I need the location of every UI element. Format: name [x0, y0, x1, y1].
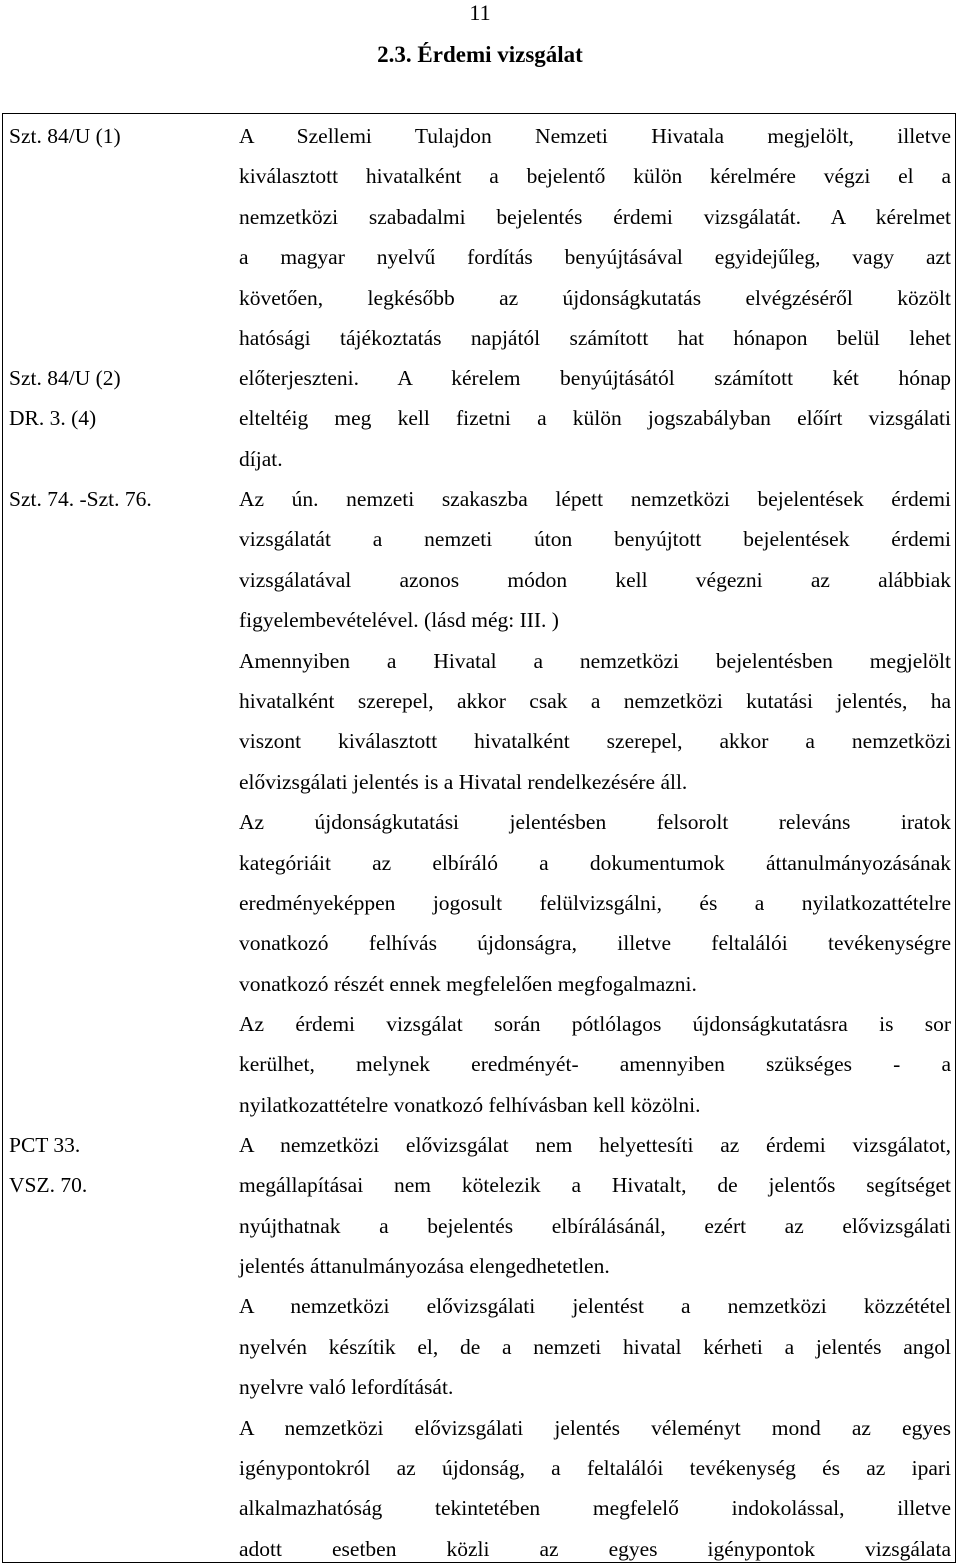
- text-line: A nemzetközi elővizsgálati jelentés véleményt mond az egyes: [239, 1416, 951, 1440]
- text-line: követően, legkésőbb az újdonságkutatás elvégzéséről közölt: [239, 286, 951, 310]
- text-line: kiválasztott hivatalként a bejelentő külön kérelmére végzi el a: [239, 164, 951, 188]
- legal-ref: Szt. 84/U (1): [9, 124, 121, 148]
- text-line: nyelvre való lefordítását.: [239, 1375, 454, 1399]
- text-line: kerülhet, melynek eredményét- amennyiben szükséges - a: [239, 1052, 951, 1076]
- text-line: megállapításai nem kötelezik a Hivatalt, de jelentős segítséget: [239, 1173, 951, 1197]
- text-line: a magyar nyelvű fordítás benyújtásával egyidejűleg, vagy azt: [239, 245, 951, 269]
- text-line: viszont kiválasztott hivatalként szerepel, akkor a nemzetközi: [239, 729, 951, 753]
- text-line: eredményeképpen jogosult felülvizsgálni, és a nyilatkozattételre: [239, 891, 951, 915]
- text-line: Az újdonságkutatási jelentésben felsorolt releváns iratok: [239, 810, 951, 834]
- text-line: előterjeszteni. A kérelem benyújtásától számított két hónap: [239, 366, 951, 390]
- section-title: 2.3. Érdemi vizsgálat: [377, 42, 583, 67]
- page-number: 11: [469, 0, 491, 25]
- text-line: nyelvén készítik el, de a nemzeti hivatal kérheti a jelentés angol: [239, 1335, 951, 1359]
- text-line: adott esetben közli az egyes igénypontok vizsgálata: [239, 1537, 951, 1561]
- text-line: vonatkozó felhívás újdonságra, illetve feltalálói tevékenységre: [239, 931, 951, 955]
- text-line: díjat.: [239, 447, 283, 471]
- text-line: kategóriáit az elbíráló a dokumentumok áttanulmányozásának: [239, 851, 951, 875]
- legal-ref: Szt. 84/U (2): [9, 366, 121, 390]
- text-line: nemzetközi szabadalmi bejelentés érdemi vizsgálatát. A kérelmet: [239, 205, 951, 229]
- text-line: vonatkozó részét ennek megfelelően megfogalmazni.: [239, 972, 697, 996]
- legal-ref: DR. 3. (4): [9, 406, 97, 430]
- text-line: Amennyiben a Hivatal a nemzetközi bejelentésben megjelölt: [239, 649, 951, 673]
- text-line: figyelembevételével. (lásd még: III. ): [239, 608, 559, 632]
- text-line: jelentés áttanulmányozása elengedhetetlen.: [239, 1254, 610, 1278]
- text-line: hatósági tájékoztatás napjától számított hat hónapon belül lehet: [239, 326, 951, 350]
- text-line: hivatalként szerepel, akkor csak a nemzetközi kutatási jelentés, ha: [239, 689, 951, 713]
- content-table: [2, 113, 956, 1563]
- text-line: alkalmazhatóság tekintetében megfelelő indokolással, illetve: [239, 1496, 951, 1520]
- text-line: vizsgálatával azonos módon kell végezni az alábbiak: [239, 568, 951, 592]
- text-line: nyújthatnak a bejelentés elbírálásánál, ezért az elővizsgálati: [239, 1214, 951, 1238]
- text-line: Az érdemi vizsgálat során pótlólagos újdonságkutatásra is sor: [239, 1012, 951, 1036]
- legal-ref: VSZ. 70.: [9, 1173, 88, 1197]
- legal-ref: PCT 33.: [9, 1133, 81, 1157]
- text-line: vizsgálatát a nemzeti úton benyújtott bejelentések érdemi: [239, 527, 951, 551]
- text-line: A nemzetközi elővizsgálat nem helyettesíti az érdemi vizsgálatot,: [239, 1133, 951, 1157]
- text-line: Az ún. nemzeti szakaszba lépett nemzetközi bejelentések érdemi: [239, 487, 951, 511]
- text-line: nyilatkozattételre vonatkozó felhívásban kell közölni.: [239, 1093, 701, 1117]
- text-line: A Szellemi Tulajdon Nemzeti Hivatala megjelölt, illetve: [239, 124, 951, 148]
- text-line: A nemzetközi elővizsgálati jelentést a nemzetközi közzététel: [239, 1294, 951, 1318]
- text-line: igénypontokról az újdonság, a feltalálói tevékenység és az ipari: [239, 1456, 951, 1480]
- text-line: elővizsgálati jelentés is a Hivatal rendelkezésére áll.: [239, 770, 688, 794]
- legal-ref: Szt. 74. -Szt. 76.: [9, 487, 152, 511]
- text-line: elteltéig meg kell fizetni a külön jogszabályban előírt vizsgálati: [239, 406, 951, 430]
